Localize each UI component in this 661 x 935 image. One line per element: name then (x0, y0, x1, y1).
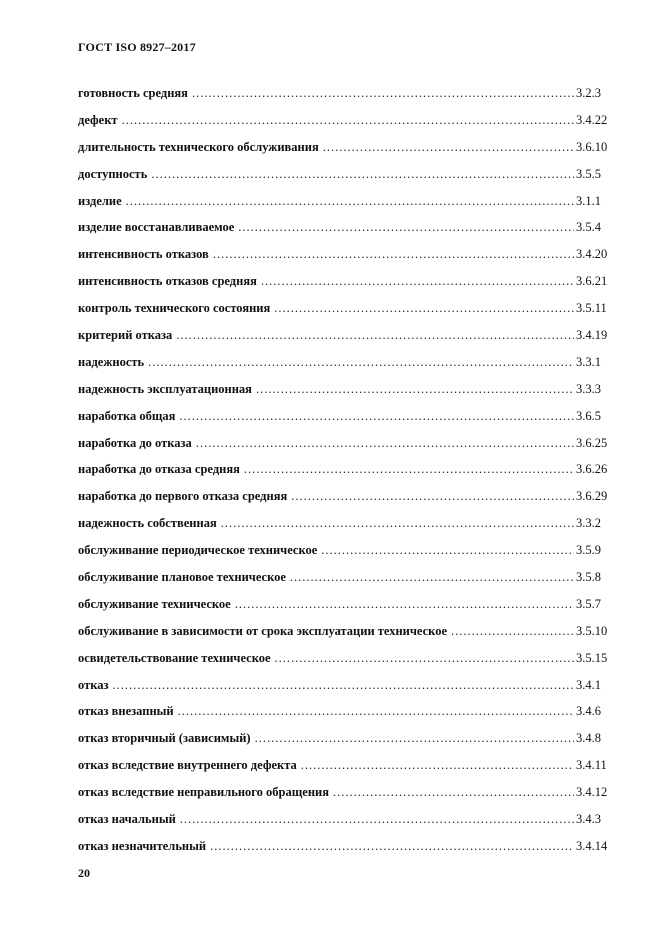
index-entry (78, 597, 612, 624)
index-reference: 3.5.9 (576, 543, 601, 558)
index-term: отказ незначительный (78, 838, 207, 853)
index-entry (78, 167, 612, 194)
index-reference: 3.4.8 (576, 731, 601, 746)
index-reference: 3.3.3 (576, 381, 601, 396)
index-reference: 3.5.7 (576, 596, 601, 611)
index-entry (78, 543, 612, 570)
dot-leader (151, 167, 574, 182)
index-term: отказ вследствие внутреннего дефекта (78, 758, 297, 773)
index-reference: 3.4.22 (576, 112, 608, 127)
index-term: доступность (78, 166, 148, 181)
index-reference: 3.6.10 (576, 139, 608, 154)
index-term: готовность средняя (78, 86, 188, 100)
index-entry (78, 382, 612, 409)
index-reference: 3.5.15 (576, 650, 608, 665)
index-term: надежность собственная (78, 516, 217, 531)
dot-leader (274, 301, 574, 316)
index-entry (78, 409, 612, 436)
index-term: отказ вследствие неправильного обращения (78, 785, 330, 800)
index-reference: 3.4.12 (576, 785, 608, 800)
index-term: обслуживание плановое техническое (78, 570, 286, 585)
index-entry (78, 570, 612, 597)
index-term: надежность (78, 354, 145, 369)
index-term: наработка общая (78, 408, 176, 423)
dot-leader (291, 489, 574, 504)
dot-leader (244, 462, 574, 477)
index-term: отказ внезапный (78, 704, 174, 719)
dot-leader (301, 758, 574, 773)
index-term: надежность эксплуатационная (78, 381, 252, 396)
index-reference: 3.6.25 (576, 435, 608, 450)
index-reference: 3.4.3 (576, 812, 601, 827)
index-term: отказ начальный (78, 812, 176, 827)
index-entry (78, 758, 612, 785)
dot-leader (451, 624, 574, 639)
index-term: обслуживание периодическое техническое (78, 543, 318, 558)
index-term: обслуживание техническое (78, 596, 231, 611)
index-term: изделие (78, 193, 122, 208)
dot-leader (323, 140, 574, 155)
index-term: интенсивность отказов средняя (78, 274, 257, 289)
index-term: наработка до первого отказа средняя (78, 489, 288, 504)
index-term: освидетельствование техническое (78, 650, 271, 665)
dot-leader (255, 731, 574, 746)
dot-leader (148, 355, 574, 370)
index-reference: 3.6.5 (576, 408, 601, 423)
dot-leader (261, 274, 574, 289)
page-number: 20 (78, 866, 90, 880)
index-entry (78, 624, 612, 651)
dot-leader (275, 651, 574, 666)
index-reference: 3.4.1 (576, 677, 601, 692)
dot-leader (113, 678, 574, 693)
index-entry (78, 194, 612, 221)
index-entry (78, 489, 612, 516)
index-entry (78, 516, 612, 543)
index-reference: 3.4.6 (576, 704, 601, 719)
dot-leader (235, 597, 574, 612)
index-reference: 3.5.8 (576, 570, 601, 585)
index-term: интенсивность отказов (78, 247, 209, 262)
index-entry (78, 731, 612, 758)
index-entry (78, 704, 612, 731)
index-entry (78, 785, 612, 812)
index-entry (78, 86, 612, 113)
index-term: изделие восстанавливаемое (78, 220, 235, 235)
index-reference: 3.5.10 (576, 623, 608, 638)
index-term: критерий отказа (78, 328, 173, 343)
index-reference: 3.1.1 (576, 193, 601, 208)
index-reference: 3.4.14 (576, 838, 608, 853)
index-reference: 3.6.21 (576, 274, 608, 289)
index-reference: 3.5.4 (576, 220, 601, 235)
index-term: контроль технического состояния (78, 301, 271, 316)
index-entry (78, 220, 612, 247)
index-entry (78, 839, 612, 866)
index-term: обслуживание в зависимости от срока эксплуатации техническое (78, 623, 448, 638)
index-term: дефект (78, 112, 118, 127)
index-reference: 3.6.29 (576, 489, 608, 504)
dot-leader (210, 839, 574, 854)
index-reference: 3.4.11 (576, 758, 607, 773)
index-entry (78, 328, 612, 355)
index-term: отказ вторичный (зависимый) (78, 731, 251, 746)
dot-leader (213, 247, 574, 262)
index-reference: 3.4.19 (576, 328, 608, 343)
dot-leader (176, 328, 574, 343)
term-index-list (78, 86, 612, 866)
index-reference: 3.3.1 (576, 354, 601, 369)
index-entry (78, 678, 612, 705)
index-entry (78, 274, 612, 301)
index-entry (78, 301, 612, 328)
index-reference: 3.5.11 (576, 301, 607, 316)
dot-leader (321, 543, 574, 558)
dot-leader (126, 194, 574, 209)
index-reference: 3.3.2 (576, 516, 601, 531)
index-term: длительность технического обслуживания (78, 139, 319, 154)
dot-leader (221, 516, 574, 531)
index-entry (78, 355, 612, 382)
index-term: наработка до отказа (78, 435, 192, 450)
dot-leader (238, 220, 574, 235)
dot-leader (178, 704, 574, 719)
dot-leader (122, 113, 574, 128)
index-entry (78, 462, 612, 489)
index-reference: 3.6.26 (576, 462, 608, 477)
dot-leader (333, 785, 574, 800)
index-entry (78, 812, 612, 839)
index-entry (78, 247, 612, 274)
index-entry (78, 140, 612, 167)
dot-leader (256, 382, 574, 397)
index-reference: 3.5.5 (576, 166, 601, 181)
index-term: наработка до отказа средняя (78, 462, 240, 477)
index-entry (78, 436, 612, 463)
dot-leader (179, 409, 574, 424)
index-reference: 3.2.3 (576, 86, 601, 100)
index-reference: 3.4.20 (576, 247, 608, 262)
index-entry (78, 113, 612, 140)
document-header: ГОСТ ISO 8927–2017 (78, 40, 196, 54)
dot-leader (192, 86, 574, 101)
index-entry (78, 651, 612, 678)
dot-leader (180, 812, 574, 827)
dot-leader (290, 570, 574, 585)
index-term: отказ (78, 677, 109, 692)
dot-leader (196, 436, 574, 451)
